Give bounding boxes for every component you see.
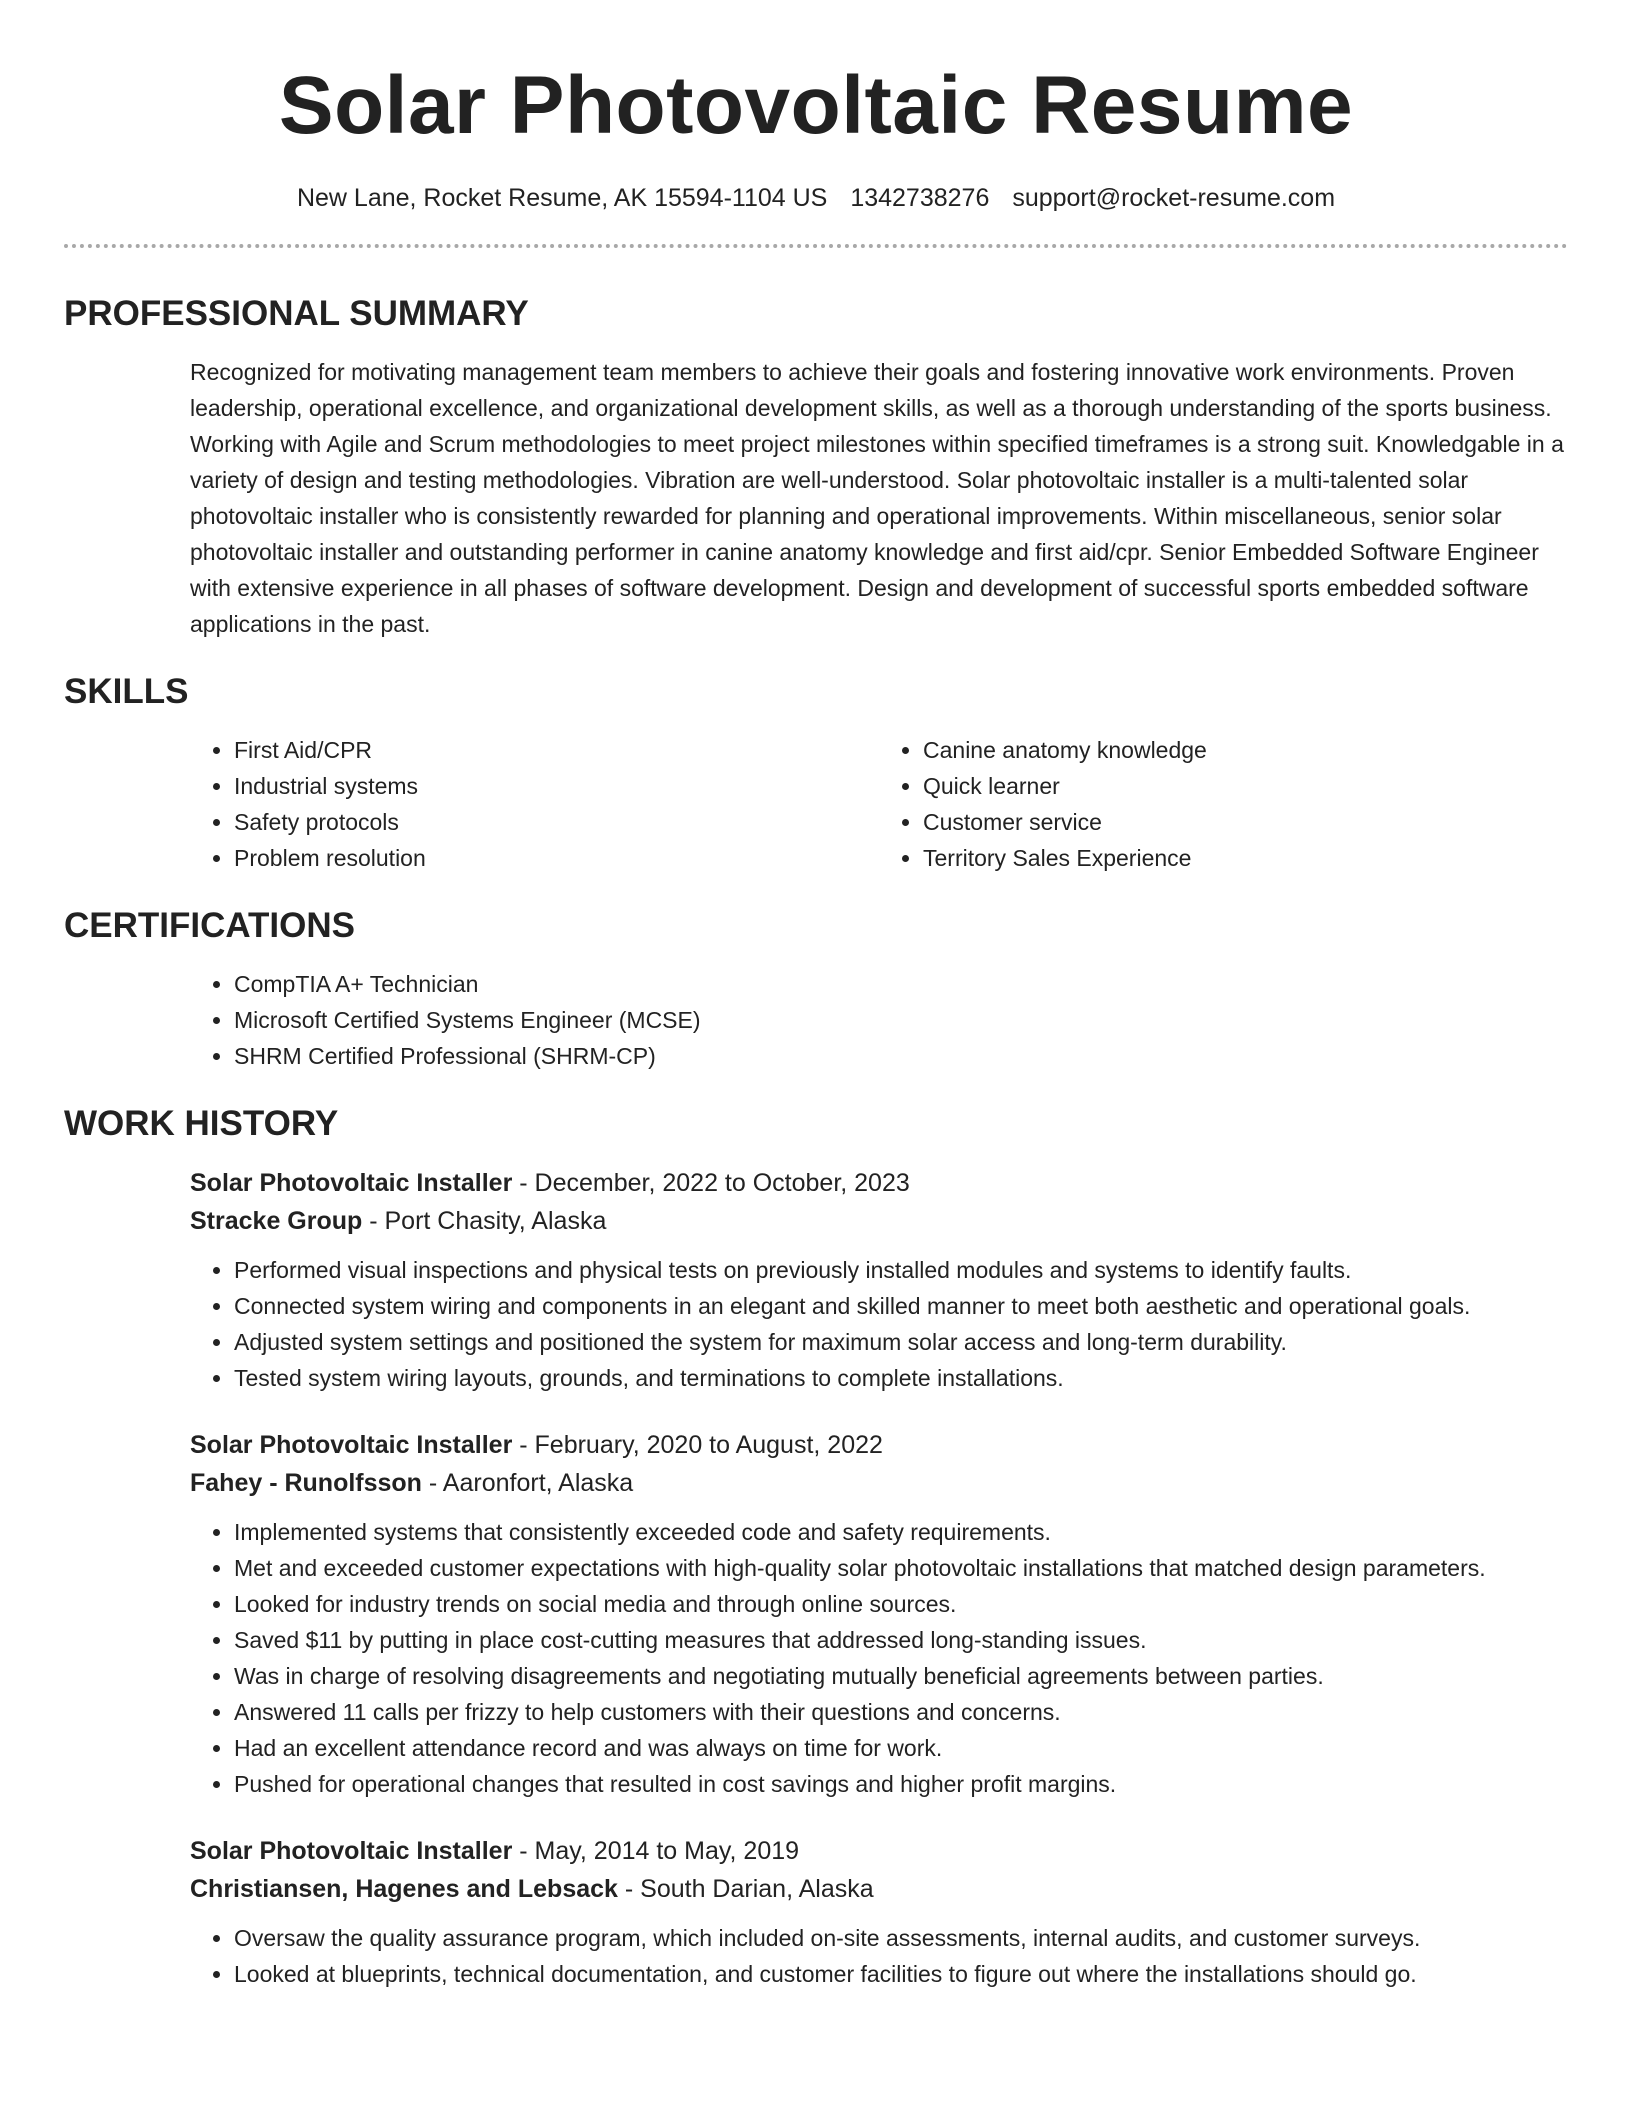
job-company-line	[190, 1464, 1568, 1502]
contact-line	[64, 180, 1568, 216]
job-bullet: • Pushed for operational changes that resulted in cost savings and higher profit margins.	[234, 1766, 1568, 1802]
job-bullet: • Met and exceeded customer expectations with high-quality solar photovoltaic installations that matched design parameters.	[234, 1550, 1568, 1586]
certification-item: • SHRM Certified Professional (SHRM-CP)	[234, 1038, 1568, 1074]
resume-title: Solar Photovoltaic Resume	[278, 60, 1354, 151]
section-title-certifications: CERTIFICATIONS	[64, 906, 356, 945]
contact-email: support@rocket-resume.com	[1012, 184, 1336, 212]
summary-text: Recognized for motivating management team members to achieve their goals and fostering innovative work environments. Proven leadership, operational excellence, and organizational development skills, as well as a thorough understanding of the sports business. Working with Agile and Scrum methodologies to meet project milestones within specified timeframes is a strong suit. Knowledgable in a variety of design and testing methodologies. Vibration are well-understood. Solar photovoltaic installer is a multi-talented solar photovoltaic installer who is consistently rewarded for planning and operational improvements. Within miscellaneous, senior solar photovoltaic installer and outstanding performer in canine anatomy knowledge and first aid/cpr. Senior Embedded Software Engineer with extensive experience in all phases of software development. Design and development of successful sports embedded software applications in the past.	[190, 359, 1564, 637]
resume-page	[64, 0, 1568, 1992]
skill-item: • Safety protocols	[234, 804, 879, 840]
job-bullets	[190, 1252, 1568, 1396]
job-company: Christiansen, Hagenes and Lebsack	[190, 1875, 618, 1903]
skills-list-left	[190, 732, 879, 876]
section-title-work-history: WORK HISTORY	[64, 1104, 339, 1143]
job-dates: - February, 2020 to August, 2022	[512, 1431, 883, 1459]
job-bullet: • Looked at blueprints, technical documentation, and customer facilities to figure out where the installations should go.	[234, 1956, 1568, 1992]
section-title-skills: SKILLS	[64, 672, 189, 711]
job-company: Fahey - Runolfsson	[190, 1469, 422, 1497]
job-bullet: • Connected system wiring and components in an elegant and skilled manner to meet both aesthetic and operational goals.	[234, 1288, 1568, 1324]
job-dates: - May, 2014 to May, 2019	[512, 1837, 800, 1865]
skill-item: • Quick learner	[923, 768, 1568, 804]
job-location: - South Darian, Alaska	[617, 1875, 874, 1903]
job-entry	[190, 1426, 1568, 1802]
job-company-line	[190, 1202, 1568, 1240]
job-bullet: • Implemented systems that consistently exceeded code and safety requirements.	[234, 1514, 1568, 1550]
section-title-summary: PROFESSIONAL SUMMARY	[64, 294, 529, 333]
job-bullet: • Performed visual inspections and physical tests on previously installed modules and systems to identify faults.	[234, 1252, 1568, 1288]
header-divider	[64, 244, 1568, 248]
job-entry	[190, 1164, 1568, 1396]
skills-list-right	[879, 732, 1568, 876]
job-bullet: • Saved $11 by putting in place cost-cutting measures that addressed long-standing issues.	[234, 1622, 1568, 1658]
job-company: Stracke Group	[190, 1207, 363, 1235]
job-bullet: • Oversaw the quality assurance program, which included on-site assessments, internal audits, and customer surveys.	[234, 1920, 1568, 1956]
skill-item: • Territory Sales Experience	[923, 840, 1568, 876]
job-title: Solar Photovoltaic Installer	[190, 1169, 513, 1197]
job-location: - Port Chasity, Alaska	[362, 1207, 607, 1235]
job-bullet: • Tested system wiring layouts, grounds, and terminations to complete installations.	[234, 1360, 1568, 1396]
job-title-line	[190, 1164, 1568, 1202]
certifications-list	[190, 966, 1568, 1074]
job-bullets	[190, 1920, 1568, 1992]
job-bullet: • Was in charge of resolving disagreements and negotiating mutually beneficial agreements between parties.	[234, 1658, 1568, 1694]
job-title: Solar Photovoltaic Installer	[190, 1431, 513, 1459]
job-entry	[190, 1832, 1568, 1992]
certification-item: • CompTIA A+ Technician	[234, 966, 1568, 1002]
job-dates: - December, 2022 to October, 2023	[512, 1169, 910, 1197]
certification-item: • Microsoft Certified Systems Engineer (MCSE)	[234, 1002, 1568, 1038]
job-bullets	[190, 1514, 1568, 1802]
skill-item: • Problem resolution	[234, 840, 879, 876]
job-title-line	[190, 1832, 1568, 1870]
skill-item: • Customer service	[923, 804, 1568, 840]
certifications-block	[190, 966, 1568, 1074]
skill-item: • Canine anatomy knowledge	[923, 732, 1568, 768]
skill-item: • Industrial systems	[234, 768, 879, 804]
job-bullet: • Had an excellent attendance record and was always on time for work.	[234, 1730, 1568, 1766]
skills-columns	[190, 732, 1568, 876]
job-bullet: • Answered 11 calls per frizzy to help customers with their questions and concerns.	[234, 1694, 1568, 1730]
job-title-line	[190, 1426, 1568, 1464]
job-company-line	[190, 1870, 1568, 1908]
job-title: Solar Photovoltaic Installer	[190, 1837, 513, 1865]
job-bullet: • Adjusted system settings and positioned the system for maximum solar access and long-term durability.	[234, 1324, 1568, 1360]
contact-address: New Lane, Rocket Resume, AK 15594-1104 US	[296, 184, 828, 212]
job-location: - Aaronfort, Alaska	[421, 1469, 634, 1497]
contact-phone: 1342738276	[850, 184, 990, 212]
job-bullet: • Looked for industry trends on social media and through online sources.	[234, 1586, 1568, 1622]
skill-item: • First Aid/CPR	[234, 732, 879, 768]
